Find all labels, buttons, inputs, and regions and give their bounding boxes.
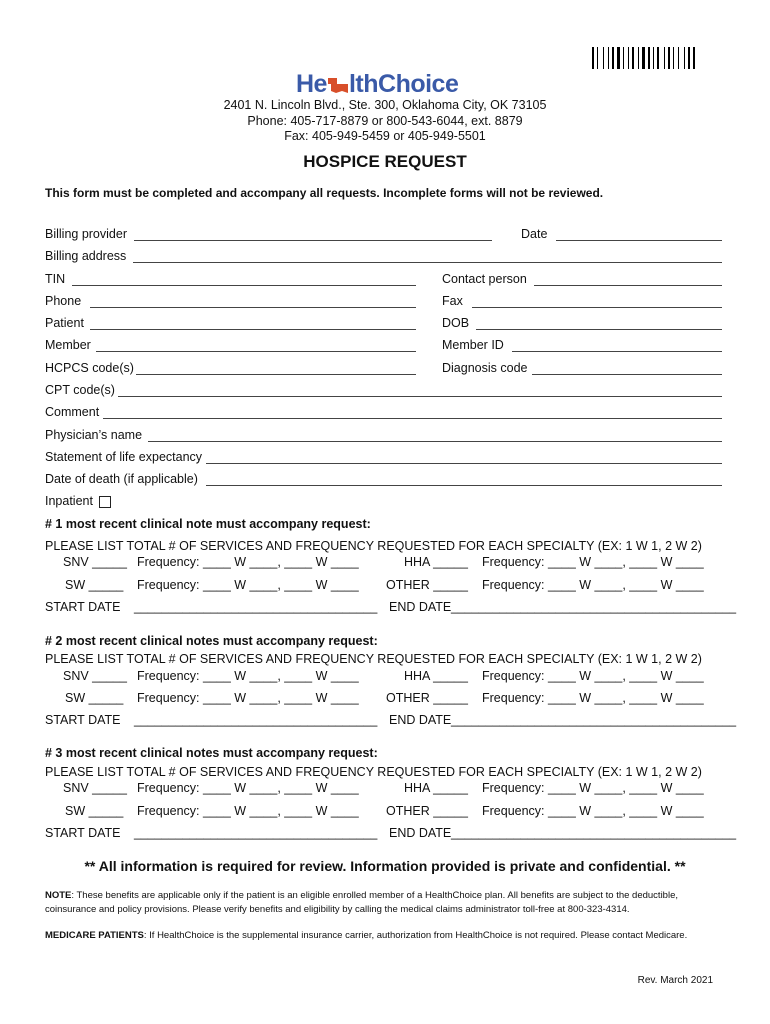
patient-field[interactable]: [90, 318, 416, 330]
section-1-heading: # 1 most recent clinical note must accompany request:: [45, 517, 371, 531]
medicare-paragraph: [45, 929, 725, 943]
tin-field[interactable]: [72, 274, 416, 286]
section-2-end-date-label: END DATE: [389, 713, 452, 727]
physician-name-field[interactable]: [148, 430, 722, 442]
phone-field[interactable]: [90, 296, 416, 308]
section-1-other-frequency[interactable]: Frequency: ____ W ____, ____ W ____: [482, 578, 704, 592]
logo-suffix: lthChoice: [348, 70, 459, 98]
section-3-start-date-label: START DATE: [45, 826, 121, 840]
tin-label: TIN: [45, 272, 66, 286]
cpt-label: CPT code(s): [45, 383, 115, 397]
note-label: NOTE: [45, 890, 72, 901]
section-2-end-date-field[interactable]: _________________________________________: [451, 713, 737, 727]
section-1-sw-frequency[interactable]: Frequency: ____ W ____, ____ W ____: [137, 578, 359, 592]
member-field[interactable]: [96, 340, 416, 352]
section-2-start-date-label: START DATE: [45, 713, 121, 727]
cpt-field[interactable]: [118, 385, 722, 397]
revision-date: Rev. March 2021: [637, 975, 713, 986]
section-2-instruction: PLEASE LIST TOTAL # OF SERVICES AND FREQUENCY REQUESTED FOR EACH SPECIALTY (EX: 1 W 1, 2 W 2): [45, 652, 702, 666]
section-1-start-date-field[interactable]: ___________________________________: [134, 600, 378, 614]
address-line-1: 2401 N. Lincoln Blvd., Ste. 300, Oklahoma City, OK 73105: [223, 98, 547, 112]
section-2-hha[interactable]: HHA _____: [404, 669, 468, 683]
section-1-hha[interactable]: HHA _____: [404, 555, 468, 569]
section-1-start-date-label: START DATE: [45, 600, 121, 614]
medicare-label: MEDICARE PATIENTS: [45, 930, 144, 941]
section-3-snv-frequency[interactable]: Frequency: ____ W ____, ____ W ____: [137, 781, 359, 795]
section-2-start-date-field[interactable]: ___________________________________: [134, 713, 378, 727]
confidential-notice: ** All information is required for review. Information provided is private and confidential. **: [84, 858, 686, 874]
section-1-hha-frequency[interactable]: Frequency: ____ W ____, ____ W ____: [482, 555, 704, 569]
section-3-hha[interactable]: HHA _____: [404, 781, 468, 795]
patient-label: Patient: [45, 316, 84, 330]
section-2-heading: # 2 most recent clinical notes must accompany request:: [45, 634, 378, 648]
inpatient-checkbox[interactable]: [99, 496, 111, 508]
life-expectancy-field[interactable]: [206, 452, 722, 464]
hcpcs-field[interactable]: [136, 363, 416, 375]
section-2-snv-frequency[interactable]: Frequency: ____ W ____, ____ W ____: [137, 669, 359, 683]
section-1-sw[interactable]: SW _____: [65, 578, 124, 592]
section-3-end-date-label: END DATE: [389, 826, 452, 840]
section-1-snv[interactable]: SNV _____: [63, 555, 127, 569]
section-1-instruction: PLEASE LIST TOTAL # OF SERVICES AND FREQUENCY REQUESTED FOR EACH SPECIALTY (EX: 1 W 1, 2 W 2): [45, 539, 702, 553]
logo-prefix: He: [296, 70, 327, 98]
inpatient-row: [45, 494, 111, 508]
billing-address-field[interactable]: [133, 251, 722, 263]
oklahoma-icon: [327, 74, 349, 92]
fax-label: Fax: [442, 294, 463, 308]
section-3-instruction: PLEASE LIST TOTAL # OF SERVICES AND FREQUENCY REQUESTED FOR EACH SPECIALTY (EX: 1 W 1, 2 W 2): [45, 765, 702, 779]
healthchoice-logo: [296, 70, 458, 99]
comment-field[interactable]: [103, 407, 722, 419]
section-2-sw[interactable]: SW _____: [65, 691, 124, 705]
date-of-death-field[interactable]: [206, 474, 722, 486]
intro-text: This form must be completed and accompany all requests. Incomplete forms will not be reviewed.: [45, 186, 604, 200]
physician-name-label: Physician’s name: [45, 428, 143, 442]
page-title: HOSPICE REQUEST: [303, 152, 467, 171]
diagnosis-code-label: Diagnosis code: [442, 361, 528, 375]
section-2-hha-frequency[interactable]: Frequency: ____ W ____, ____ W ____: [482, 669, 704, 683]
billing-provider-field[interactable]: [134, 229, 492, 241]
section-2-other-frequency[interactable]: Frequency: ____ W ____, ____ W ____: [482, 691, 704, 705]
member-id-label: Member ID: [442, 338, 504, 352]
address-line-2: Phone: 405-717-8879 or 800-543-6044, ext. 8879: [247, 114, 523, 128]
phone-label: Phone: [45, 294, 82, 308]
section-3-other-frequency[interactable]: Frequency: ____ W ____, ____ W ____: [482, 804, 704, 818]
fax-field[interactable]: [472, 296, 722, 308]
section-2-sw-frequency[interactable]: Frequency: ____ W ____, ____ W ____: [137, 691, 359, 705]
contact-person-label: Contact person: [442, 272, 527, 286]
section-2-snv[interactable]: SNV _____: [63, 669, 127, 683]
medicare-text: : If HealthChoice is the supplemental insurance carrier, authorization from HealthChoice is not required. Please contact Medicare.: [143, 930, 688, 941]
date-label: Date: [521, 227, 548, 241]
section-1-other[interactable]: OTHER _____: [386, 578, 468, 592]
section-3-start-date-field[interactable]: ___________________________________: [134, 826, 378, 840]
diagnosis-code-field[interactable]: [532, 363, 722, 375]
life-expectancy-label: Statement of life expectancy: [45, 450, 203, 464]
member-label: Member: [45, 338, 91, 352]
member-id-field[interactable]: [512, 340, 722, 352]
section-3-other[interactable]: OTHER _____: [386, 804, 468, 818]
barcode: [592, 47, 700, 69]
section-3-snv[interactable]: SNV _____: [63, 781, 127, 795]
billing-provider-label: Billing provider: [45, 227, 127, 241]
section-3-sw[interactable]: SW _____: [65, 804, 124, 818]
section-1-snv-frequency[interactable]: Frequency: ____ W ____, ____ W ____: [137, 555, 359, 569]
inpatient-label: Inpatient: [45, 494, 93, 508]
contact-person-field[interactable]: [534, 274, 722, 286]
date-field[interactable]: [556, 229, 722, 241]
section-3-sw-frequency[interactable]: Frequency: ____ W ____, ____ W ____: [137, 804, 359, 818]
address-line-3: Fax: 405-949-5459 or 405-949-5501: [284, 129, 486, 143]
dob-label: DOB: [442, 316, 470, 330]
section-3-end-date-field[interactable]: _________________________________________: [451, 826, 737, 840]
dob-field[interactable]: [476, 318, 722, 330]
section-1-end-date-field[interactable]: _________________________________________: [451, 600, 737, 614]
section-3-hha-frequency[interactable]: Frequency: ____ W ____, ____ W ____: [482, 781, 704, 795]
comment-label: Comment: [45, 405, 100, 419]
hcpcs-label: HCPCS code(s): [45, 361, 134, 375]
note-text: : These benefits are applicable only if the patient is an eligible enrolled member of a HealthChoice plan. All benefits are subject to the deductible, coinsurance and policy provisions. Please verify benefits and eligibility by calling the medical claims administrator toll-free at 800-323-4314.: [45, 890, 679, 915]
date-of-death-label: Date of death (if applicable): [45, 472, 198, 486]
note-paragraph: [45, 889, 725, 917]
section-3-heading: # 3 most recent clinical notes must accompany request:: [45, 746, 378, 760]
section-1-end-date-label: END DATE: [389, 600, 452, 614]
section-2-other[interactable]: OTHER _____: [386, 691, 468, 705]
billing-address-label: Billing address: [45, 249, 127, 263]
